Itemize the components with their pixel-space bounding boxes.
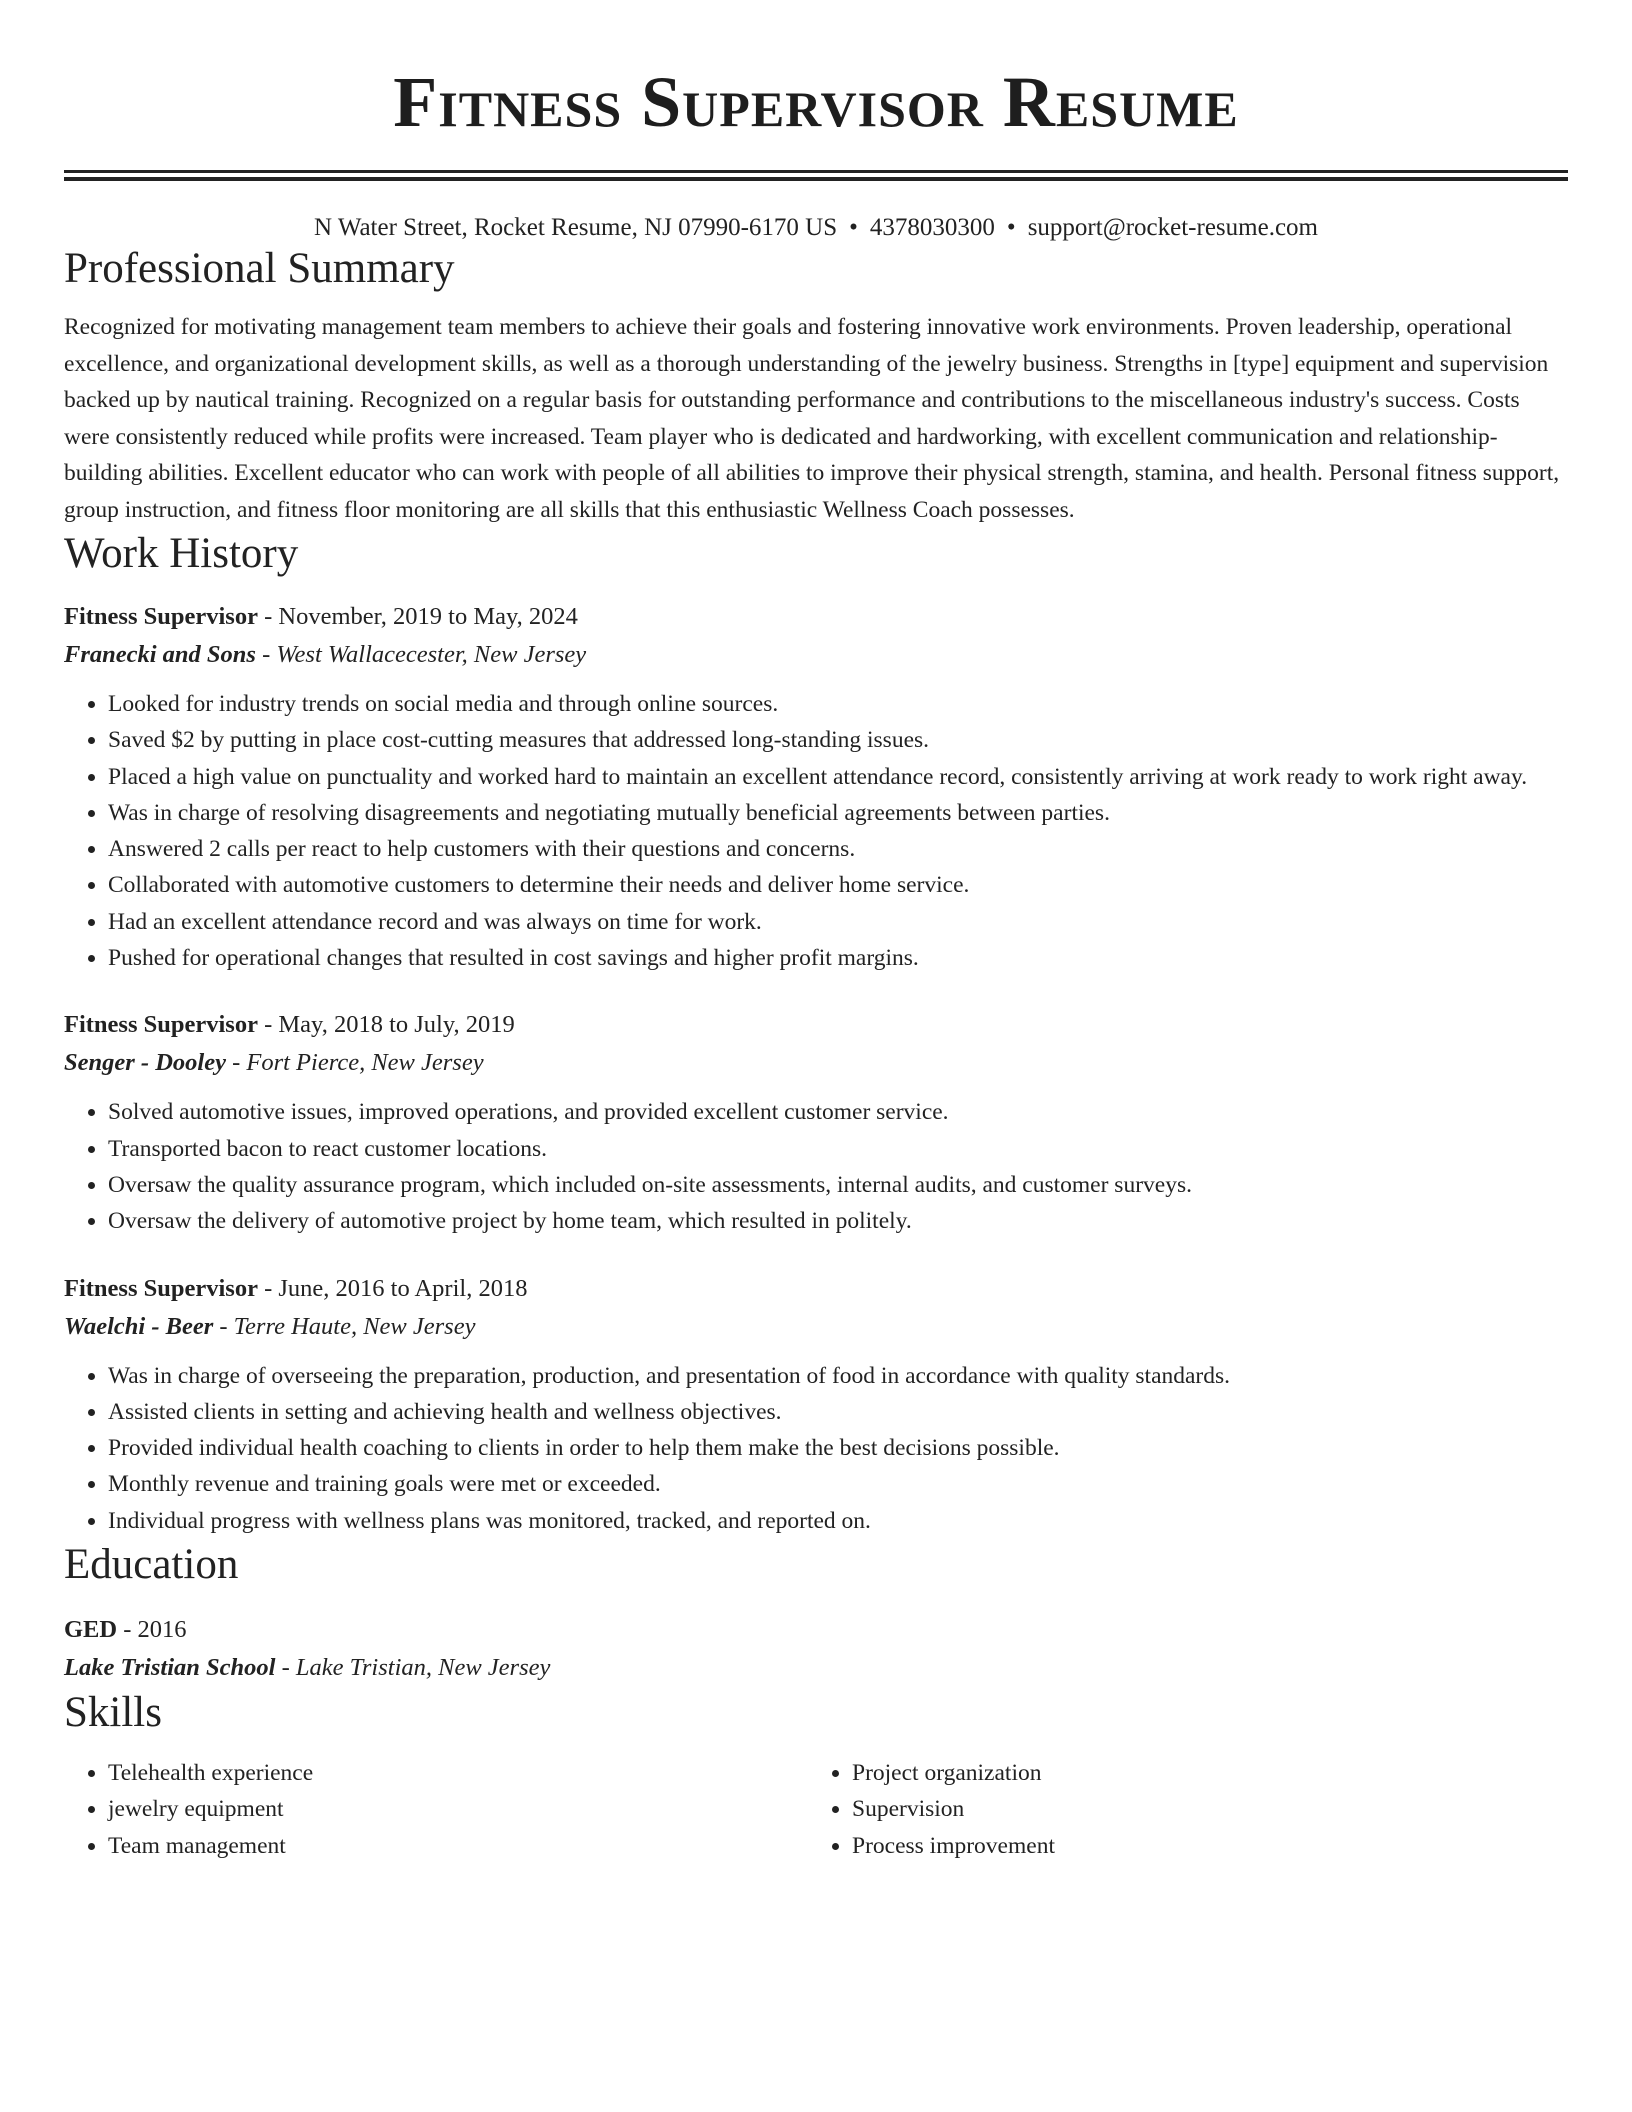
skills-columns — [64, 1755, 1568, 1864]
list-item: • Supervision — [852, 1791, 1552, 1827]
education-entry — [64, 1611, 1568, 1687]
job-title: Fitness Supervisor — [64, 1011, 258, 1039]
list-item: • jewelry equipment — [108, 1791, 808, 1827]
resume-page — [64, 0, 1568, 1864]
education-heading: Education — [64, 1541, 239, 1589]
list-item: • Team management — [108, 1828, 808, 1864]
job-dates: - November, 2019 to May, 2024 — [257, 603, 578, 630]
list-item: • Transported bacon to react customer locations. — [108, 1131, 1568, 1167]
contact-phone: 4378030300 — [869, 214, 995, 241]
list-item: • Oversaw the delivery of automotive project by home team, which resulted in politely. — [108, 1203, 1568, 1239]
skills-heading: Skills — [64, 1689, 162, 1737]
list-item: • Monthly revenue and training goals were met or exceeded. — [108, 1466, 1568, 1502]
summary-text: Recognized for motivating management team members to achieve their goals and fostering innovative work environments. Proven leadership, operational excellence, and organizational development skills, as well as a thorough understanding of the jewelry business. Strengths in [type] equipment and supervision backed up by nautical training. Recognized on a regular basis for outstanding performance and contributions to the miscellaneous industry's success. Costs were consistently reduced while profits were increased. Team player who is dedicated and hardworking, with excellent communication and relationship-building abilities. Excellent educator who can work with people of all abilities to improve their physical strength, stamina, and health. Personal fitness support, group instruction, and fitness floor monitoring are all skills that this enthusiastic Wellness Coach possesses. — [64, 314, 1560, 523]
contact-separator: • — [1006, 214, 1016, 241]
job-bullets — [64, 1358, 1568, 1539]
degree-year: - 2016 — [117, 1616, 187, 1644]
company-location: - Fort Pierce, New Jersey — [225, 1049, 484, 1077]
list-item: • Assisted clients in setting and achieving health and wellness objectives. — [108, 1394, 1568, 1430]
contact-separator: • — [849, 214, 858, 241]
school-location: - Lake Tristian, New Jersey — [275, 1654, 551, 1682]
company-line — [64, 1308, 1568, 1346]
job-dates: - May, 2018 to July, 2019 — [257, 1011, 515, 1039]
school-name: Lake Tristian School — [64, 1654, 276, 1682]
title-double-rule — [64, 170, 1568, 181]
resume-title: Fitness Supervisor Resume — [393, 62, 1239, 142]
job-title-line — [64, 1270, 1568, 1308]
list-item: • Had an excellent attendance record and was always on time for work. — [108, 904, 1568, 940]
company-line — [64, 636, 1568, 674]
list-item: • Process improvement — [852, 1828, 1552, 1864]
degree-name: GED — [64, 1616, 118, 1644]
list-item: • Saved $2 by putting in place cost-cutting measures that addressed long-standing issues. — [108, 722, 1568, 758]
contact-line — [64, 213, 1568, 243]
list-item: • Looked for industry trends on social media and through online sources. — [108, 686, 1568, 722]
list-item: • Provided individual health coaching to clients in order to help them make the best decisions possible. — [108, 1430, 1568, 1466]
job-entry — [64, 1270, 1568, 1539]
job-title-line — [64, 598, 1568, 636]
list-item: • Placed a high value on punctuality and worked hard to maintain an excellent attendance record, consistently arriving at work ready to work right away. — [108, 759, 1568, 795]
job-bullets — [64, 686, 1568, 976]
list-item: • Oversaw the quality assurance program, which included on-site assessments, internal audits, and customer surveys. — [108, 1167, 1568, 1203]
job-dates: - June, 2016 to April, 2018 — [257, 1274, 528, 1302]
company-name: Senger - Dooley — [64, 1049, 226, 1077]
company-name: Franecki and Sons — [64, 641, 256, 668]
work-history-heading: Work History — [64, 530, 299, 577]
job-entry — [64, 598, 1568, 976]
job-bullets — [64, 1094, 1568, 1239]
company-location: - West Wallacecester, New Jersey — [255, 641, 587, 668]
list-item: • Was in charge of overseeing the preparation, production, and presentation of food in accordance with quality standards. — [108, 1358, 1568, 1394]
summary-heading: Professional Summary — [64, 245, 455, 292]
job-entry — [64, 1006, 1568, 1239]
list-item: • Telehealth experience — [108, 1755, 808, 1791]
list-item: • Individual progress with wellness plans was monitored, tracked, and reported on. — [108, 1503, 1568, 1539]
list-item: • Solved automotive issues, improved operations, and provided excellent customer service. — [108, 1094, 1568, 1130]
skills-list-right — [808, 1755, 1552, 1864]
contact-address: N Water Street, Rocket Resume, NJ 07990-6170 US — [314, 214, 838, 241]
job-title: Fitness Supervisor — [64, 1274, 258, 1302]
company-location: - Terre Haute, New Jersey — [213, 1312, 476, 1340]
list-item: • Pushed for operational changes that resulted in cost savings and higher profit margins. — [108, 940, 1568, 976]
list-item: • Project organization — [852, 1755, 1552, 1791]
school-line — [64, 1649, 1568, 1687]
list-item: • Collaborated with automotive customers to determine their needs and deliver home service. — [108, 867, 1568, 903]
list-item: • Answered 2 calls per react to help customers with their questions and concerns. — [108, 831, 1568, 867]
contact-email: support@rocket-resume.com — [1027, 214, 1318, 241]
job-title-line — [64, 1006, 1568, 1044]
company-name: Waelchi - Beer — [64, 1312, 214, 1340]
company-line — [64, 1044, 1568, 1082]
list-item: • Was in charge of resolving disagreements and negotiating mutually beneficial agreements between parties. — [108, 795, 1568, 831]
skills-list-left — [64, 1755, 808, 1864]
degree-line — [64, 1611, 1568, 1649]
job-title: Fitness Supervisor — [64, 603, 258, 630]
